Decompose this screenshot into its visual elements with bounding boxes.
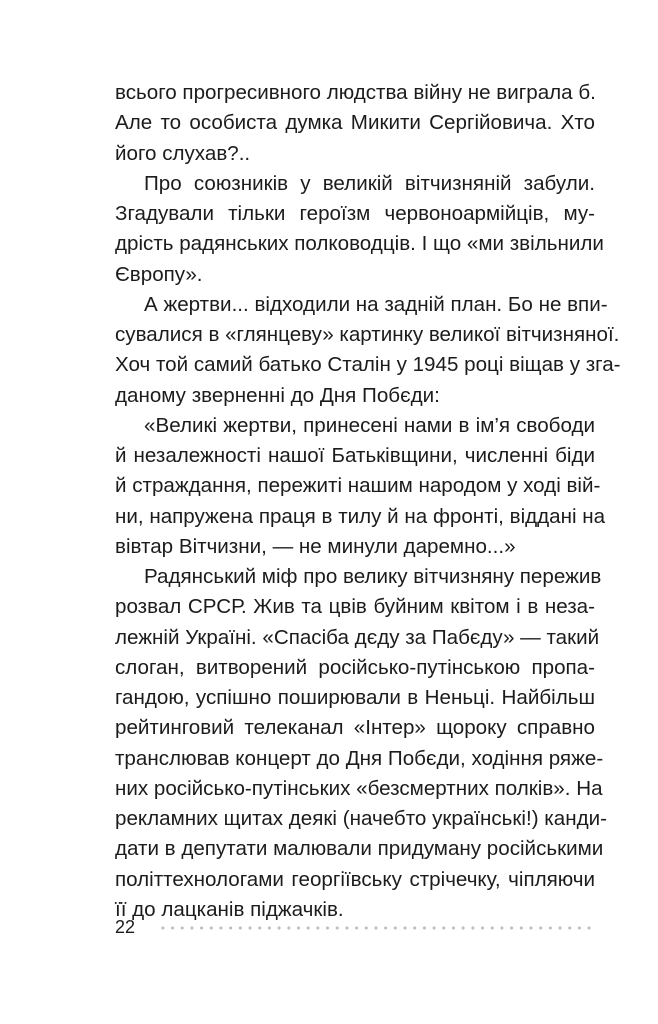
text-line: дрість радянських полководців. І що «ми звільнили xyxy=(115,232,604,256)
text-line: політтехнологами георгіївську стрічечку, чіпляючи xyxy=(115,867,595,891)
text-line: Згадували тільки героїзм червоноармійців, му- xyxy=(115,202,595,225)
text-line: транслював концерт до Дня Побєди, ходіння ряже- xyxy=(115,746,604,770)
text-line: рекламних щитах деякі (начебто українські!) канди- xyxy=(115,807,607,830)
dotted-rule xyxy=(158,926,595,930)
text-line: лежній Україні. «Спасіба дєду за Пабєду» — такий xyxy=(115,625,600,649)
text-line: розвал СРСР. Жив та цвів буйним квітом і в неза- xyxy=(115,595,595,619)
text-line: його слухав?.. xyxy=(115,141,251,165)
text-line: «Великі жертви, принесені нами в ім’я свободи xyxy=(144,413,595,437)
text-line: вівтар Вітчизни, — не минули даремно...» xyxy=(115,534,516,558)
body-text xyxy=(115,78,621,925)
text-line: Про союзників у великій вітчизняній забули. xyxy=(144,171,595,195)
text-line: Радянський міф про велику вітчизняну пережив xyxy=(144,565,602,588)
text-line: всього прогресивного людства війну не виграла б. xyxy=(115,81,596,104)
text-line: слоган, витворений російсько-путінською пропа- xyxy=(115,655,595,679)
text-line: її до лацканів піджачків. xyxy=(115,897,344,921)
text-line: ни, напружена праця в тилу й на фронті, віддані на xyxy=(115,504,606,528)
text-line: гандою, успішно поширювали в Неньці. Найбільш xyxy=(115,686,595,709)
text-line: А жертви... відходили на задній план. Бо не впи- xyxy=(144,292,608,316)
text-line: рейтинговий телеканал «Інтер» щороку справно xyxy=(115,716,595,740)
text-line: даному зверненні до Дня Побєди: xyxy=(115,383,440,407)
page-footer xyxy=(115,914,595,942)
page-number: 22 xyxy=(115,917,136,937)
text-line: дати в депутати малювали придуману російськими xyxy=(115,837,604,861)
text-line: Хоч той самий батько Сталін у 1945 році віщав у зга- xyxy=(115,353,621,377)
text-line: Європу». xyxy=(115,262,203,286)
text-line: сувалися в «глянцеву» картинку великої вітчизняної. xyxy=(115,323,620,346)
text-line: них російсько-путінських «безсмертних полків». На xyxy=(115,776,603,800)
text-line: й незалежності нашої Батьківщини, численні біди xyxy=(115,444,595,467)
text-line: й страждання, пережиті нашим народом у ході вій- xyxy=(115,474,601,498)
text-line: Але то особиста думка Микити Сергійовича. Хто xyxy=(115,111,595,135)
